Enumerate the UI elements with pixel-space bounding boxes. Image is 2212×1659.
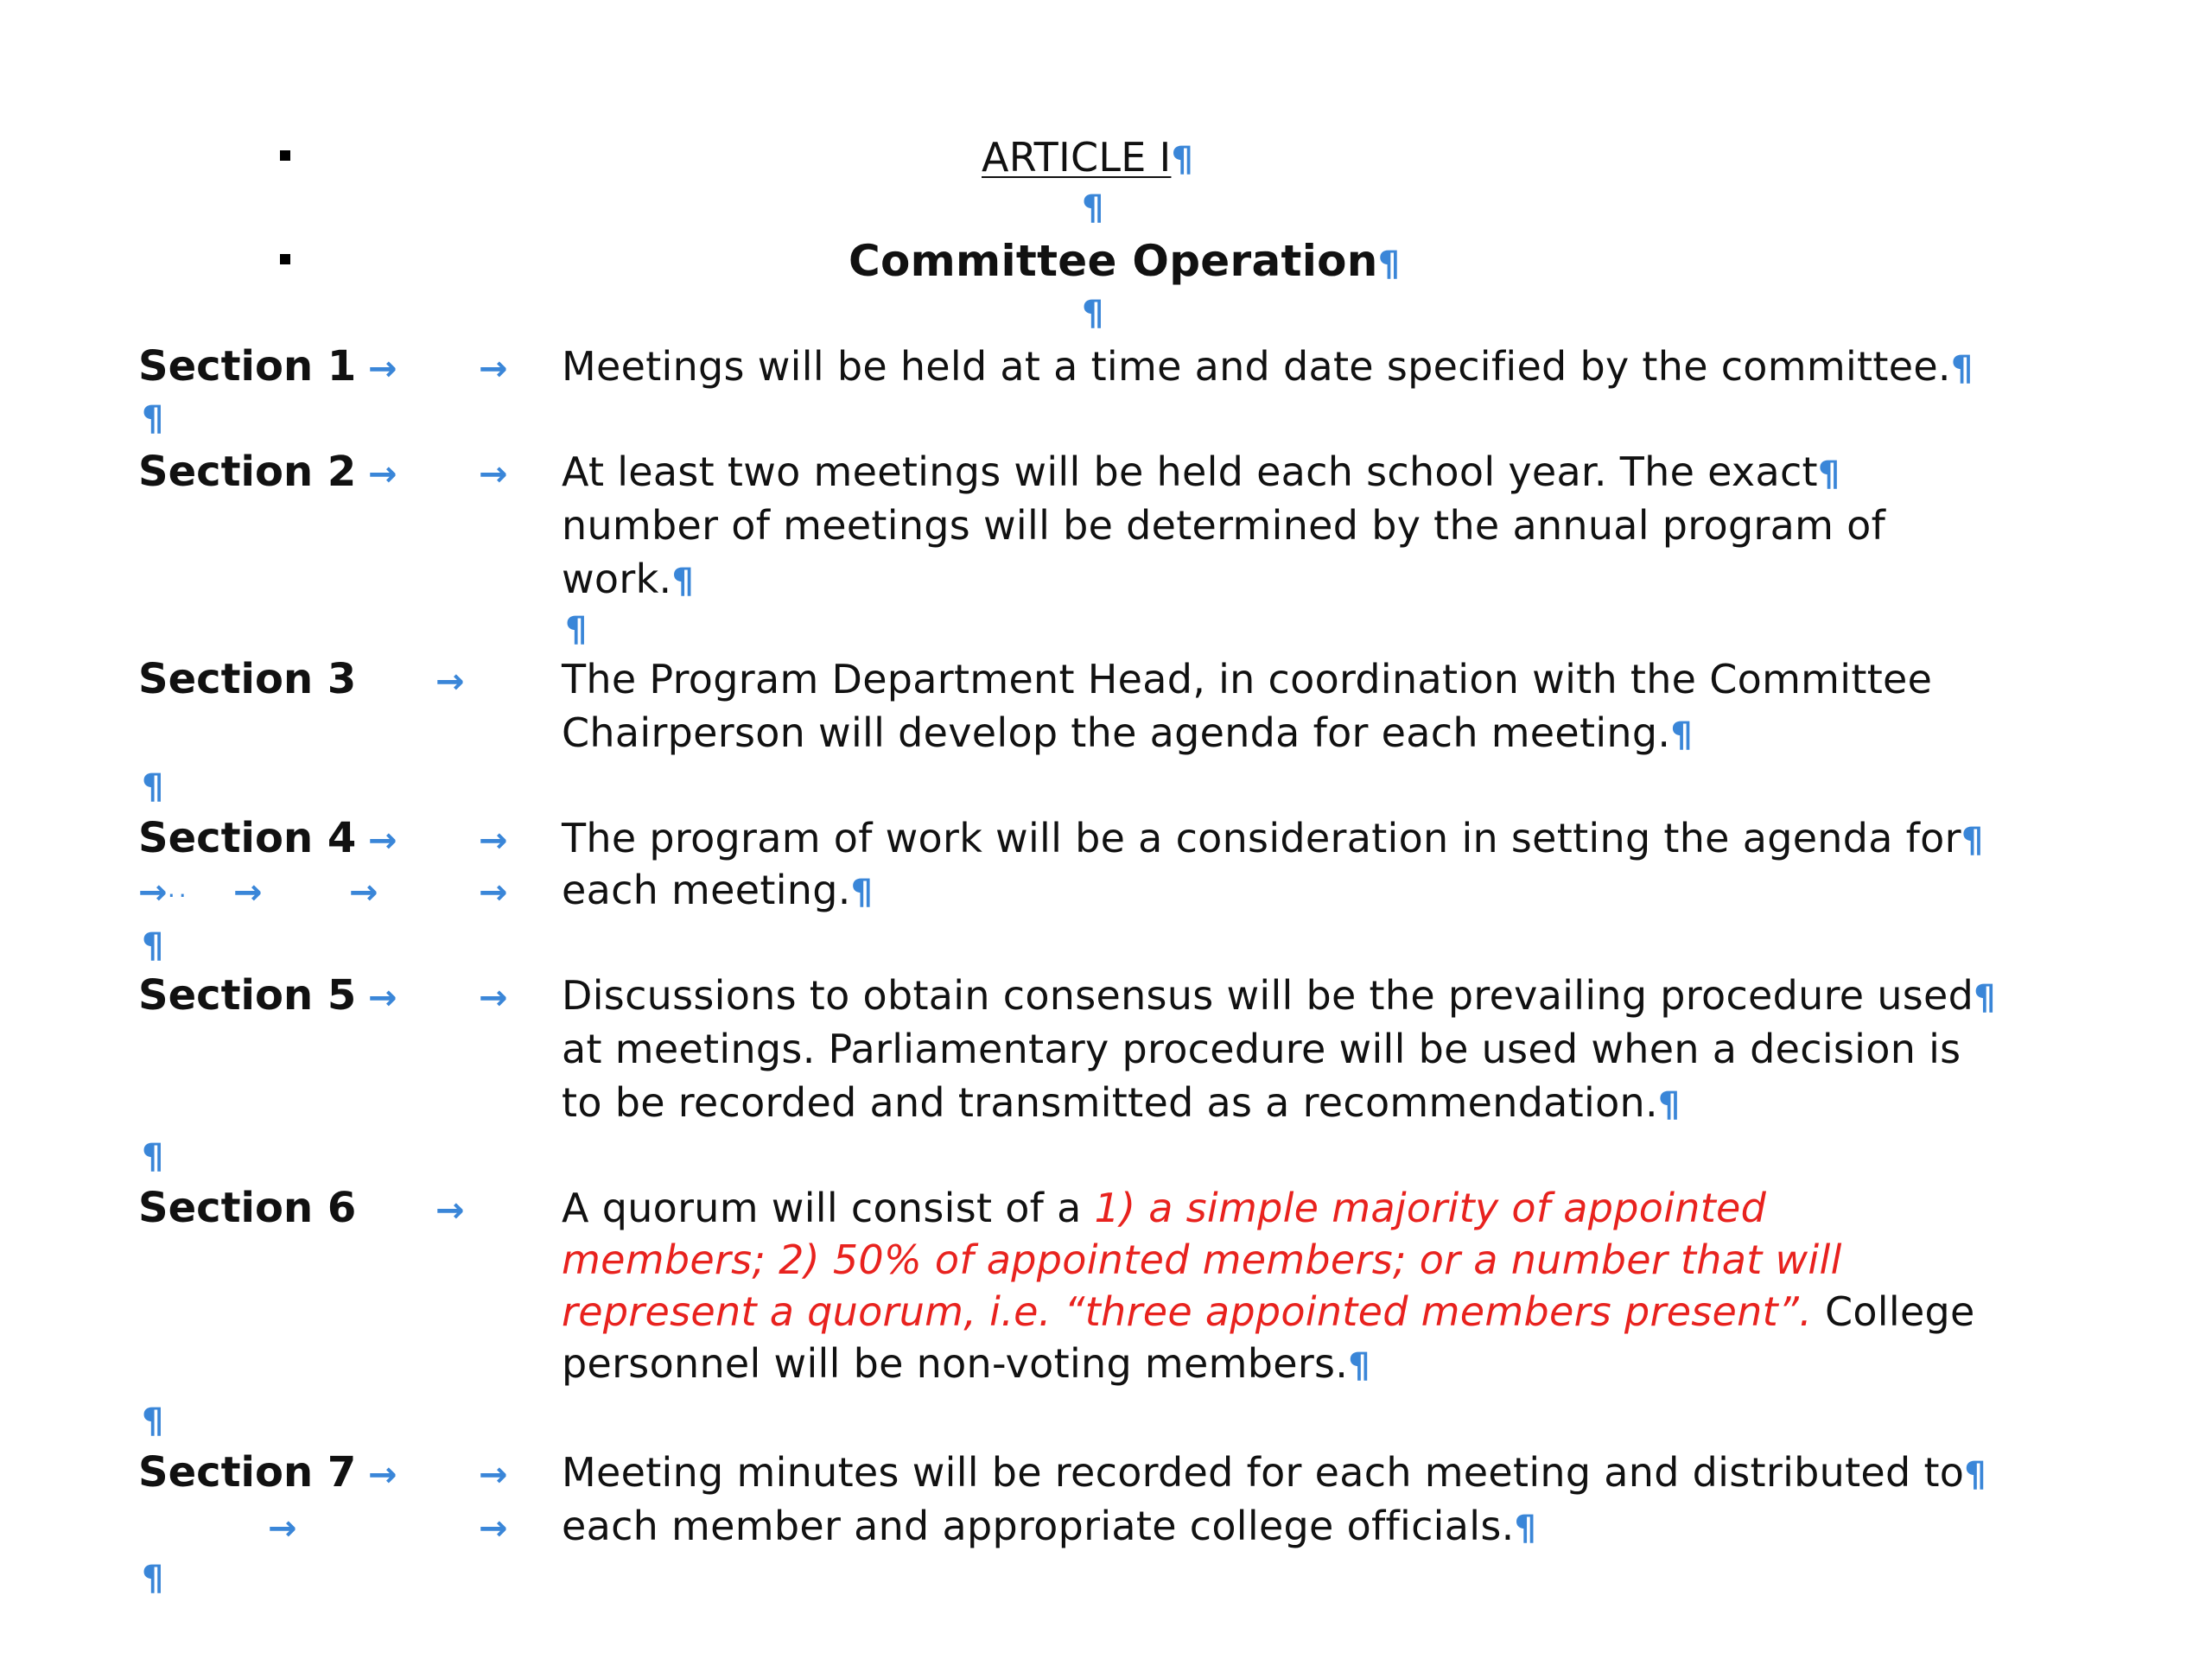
pilcrow-mark: ¶ xyxy=(1171,140,1194,180)
pilcrow-mark: ¶ xyxy=(1950,349,1974,389)
tab-arrow: → xyxy=(368,349,397,389)
tab-arrow: → xyxy=(368,978,397,1018)
tab-arrow: → xyxy=(368,821,397,861)
tab-arrow: → xyxy=(268,1509,297,1548)
empty-paragraph xyxy=(142,1393,164,1447)
pilcrow-mark: ¶ xyxy=(671,562,695,601)
pilcrow-mark: ¶ xyxy=(1961,821,1984,861)
tab-arrow: → xyxy=(435,662,465,702)
pilcrow-mark: ¶ xyxy=(142,399,164,439)
section-text-line: to be recorded and transmitted as a recommendation.¶ xyxy=(562,1079,1681,1126)
section-text-line: Meetings will be held at a time and date specified by the committee.¶ xyxy=(562,343,1974,390)
empty-paragraph xyxy=(1082,285,1104,340)
article-title: ARTICLE I xyxy=(982,134,1172,181)
section-label: Section 1 xyxy=(138,342,357,391)
section-label: Section 6 xyxy=(138,1184,357,1232)
pilcrow-mark: ¶ xyxy=(142,1559,164,1599)
pilcrow-mark: ¶ xyxy=(1670,715,1694,755)
tab-arrow: → xyxy=(368,1455,397,1495)
pilcrow-mark: ¶ xyxy=(1964,1455,1986,1495)
pilcrow-mark: ¶ xyxy=(1082,294,1104,334)
tab-arrow: → xyxy=(368,454,397,494)
pilcrow-mark: ¶ xyxy=(1657,1085,1681,1125)
section-text-line: each meeting.¶ xyxy=(562,867,874,913)
section-text-line: The program of work will be a consideration in setting the agenda for¶ xyxy=(562,815,1984,861)
section-text-line: The Program Department Head, in coordination with the Committee xyxy=(562,656,1933,702)
pilcrow-mark: ¶ xyxy=(142,1137,164,1177)
section-text-line: Chairperson will develop the agenda for each meeting.¶ xyxy=(562,709,1694,756)
highlighted-text: members; 2) 50% of appointed members; or a number that will xyxy=(562,1236,1842,1283)
section-label: Section 3 xyxy=(138,655,357,703)
tab-arrow: → xyxy=(479,873,508,912)
list-bullet xyxy=(280,254,290,264)
section-text-line: Discussions to obtain consensus will be the prevailing procedure used¶ xyxy=(562,972,1996,1019)
section-text-line: at meetings. Parliamentary procedure will be used when a decision is xyxy=(562,1026,1961,1072)
pilcrow-mark: ¶ xyxy=(1817,454,1840,494)
section-label: Section 2 xyxy=(138,448,357,496)
pilcrow-mark: ¶ xyxy=(850,873,874,912)
tab-arrow: → xyxy=(233,873,263,912)
highlighted-text: 1) a simple majority of appointed xyxy=(1094,1185,1767,1231)
section-text-line: Meeting minutes will be recorded for each meeting and distributed to¶ xyxy=(562,1449,1986,1496)
highlighted-text: represent a quorum, i.e. “three appointed members present”. xyxy=(562,1288,1813,1335)
article-heading: Committee Operation xyxy=(849,236,1378,286)
tab-arrow: → xyxy=(435,1191,465,1230)
section-label: Section 7 xyxy=(138,1448,357,1497)
pilcrow-mark: ¶ xyxy=(1974,978,1996,1018)
empty-paragraph xyxy=(565,601,588,656)
section-text-line: work.¶ xyxy=(562,556,695,602)
empty-paragraph xyxy=(142,759,164,813)
empty-paragraph xyxy=(142,918,164,972)
pilcrow-mark: ¶ xyxy=(1348,1346,1370,1386)
section-text-line xyxy=(562,1234,1842,1286)
article-title-line xyxy=(982,131,1193,186)
pilcrow-mark: ¶ xyxy=(1514,1509,1537,1548)
empty-paragraph xyxy=(142,1128,164,1183)
section-text-line: represent a quorum, i.e. “three appointed members present”. College xyxy=(562,1288,1975,1335)
empty-paragraph xyxy=(1082,180,1104,234)
pilcrow-mark: ¶ xyxy=(565,610,588,650)
empty-paragraph xyxy=(142,1550,164,1605)
section-label: Section 4 xyxy=(138,814,357,862)
pilcrow-mark: ¶ xyxy=(142,926,164,966)
pilcrow-mark: ¶ xyxy=(1377,245,1401,284)
heading-line xyxy=(849,235,1400,290)
pilcrow-mark: ¶ xyxy=(142,1402,164,1441)
tab-arrow: → xyxy=(479,1509,508,1548)
empty-paragraph xyxy=(142,391,164,445)
section-text-line: At least two meetings will be held each school year. The exact¶ xyxy=(562,448,1840,495)
section-text-line: number of meetings will be determined by the annual program of xyxy=(562,502,1886,549)
tab-arrow: → xyxy=(349,873,378,912)
section-text-line: A quorum will consist of a 1) a simple majority of appointed xyxy=(562,1185,1767,1231)
pilcrow-mark: ¶ xyxy=(1082,188,1104,228)
list-bullet xyxy=(280,150,290,161)
section-label: Section 5 xyxy=(138,971,357,1020)
space-dots: ·· xyxy=(167,881,190,910)
tab-arrow: → xyxy=(138,873,168,912)
tab-arrow: → xyxy=(479,349,508,389)
tab-arrow: → xyxy=(479,978,508,1018)
tab-arrow: → xyxy=(479,821,508,861)
section-text-line: each member and appropriate college officials.¶ xyxy=(562,1503,1537,1549)
tab-arrow: → xyxy=(479,454,508,494)
tab-arrow: → xyxy=(479,1455,508,1495)
section-text-line: personnel will be non-voting members.¶ xyxy=(562,1340,1370,1387)
pilcrow-mark: ¶ xyxy=(142,767,164,807)
